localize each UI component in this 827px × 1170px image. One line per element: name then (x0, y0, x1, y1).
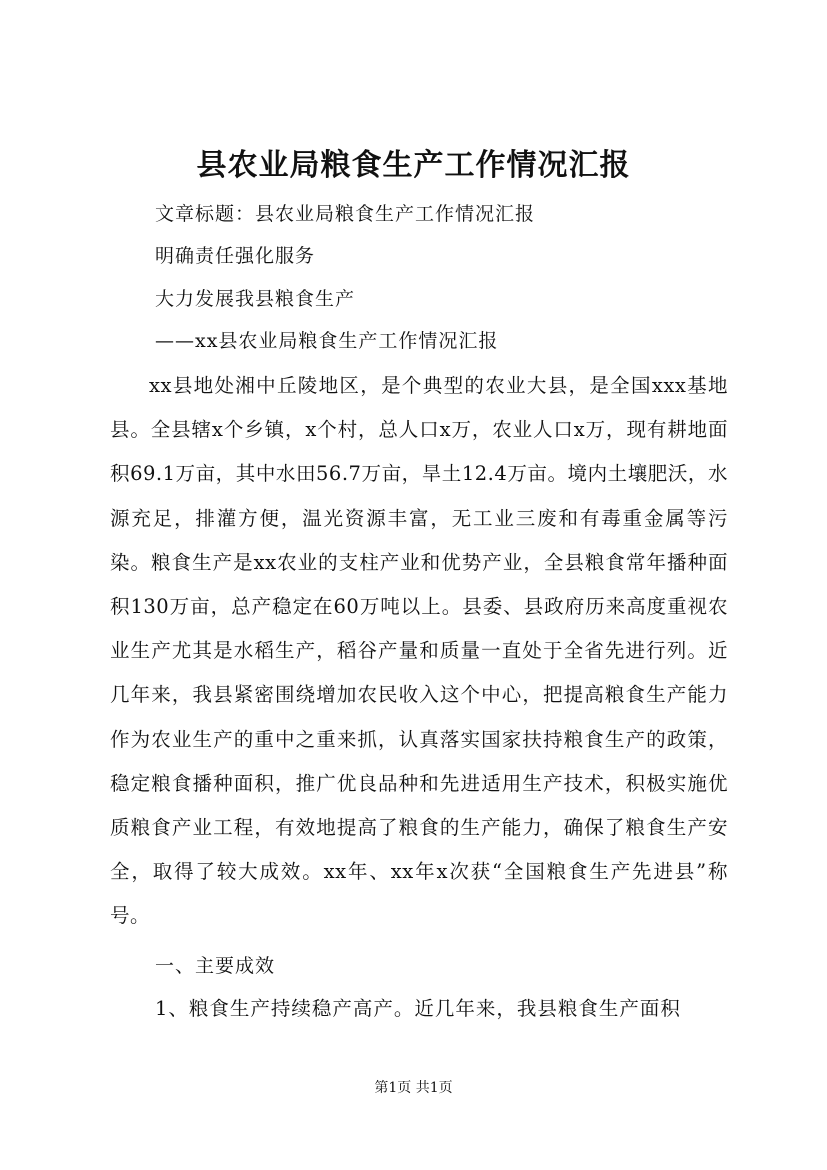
page-footer: 第1页 共1页 (374, 1080, 453, 1096)
body-paragraph: xx县地处湘中丘陵地区，是个典型的农业大县，是全国xxx基地县。全县辖x个乡镇，x个村，总人口x万，农业人口x万，现有耕地面积69.1万亩，其中水田56.7万亩，旱土12.4万亩。境内土壤肥沃，水源充足，排灌方便，温光资源丰富，无工业三废和有毒重金属等污染。粮食生产是xx农业的支柱产业和优势产业，全县粮食常年播种面积130万亩，总产稳定在60万吨以上。县委、县政府历来高度重视农业生产尤其是水稻生产，稻谷产量和质量一直处于全省先进行列。近几年来，我县紧密围绕增加农民收入这个中心，把提高粮食生产能力作为农业生产的重中之重来抓，认真落实国家扶持粮食生产的政策，稳定粮食播种面积，推广优良品种和先进适用生产技术，积极实施优质粮食产业工程，有效地提高了粮食的生产能力，确保了粮食生产安全，取得了较大成效。xx年、xx年x次获“全国粮食生产先进县”称号。 (110, 374, 728, 928)
subtitle-line-3: ——xx县农业局粮食生产工作情况汇报 (155, 330, 499, 352)
list-item: 1、粮食生产持续稳产高产。近几年来，我县粮食生产面积 (155, 997, 681, 1020)
document-title: 县农业局粮食生产工作情况汇报 (196, 148, 631, 183)
subtitle-line-2: 大力发展我县粮食生产 (155, 288, 356, 310)
subtitle-line-1: 明确责任强化服务 (155, 245, 316, 267)
article-title-line: 文章标题：县农业局粮食生产工作情况汇报 (155, 203, 536, 225)
section-heading: 一、主要成效 (155, 955, 276, 977)
